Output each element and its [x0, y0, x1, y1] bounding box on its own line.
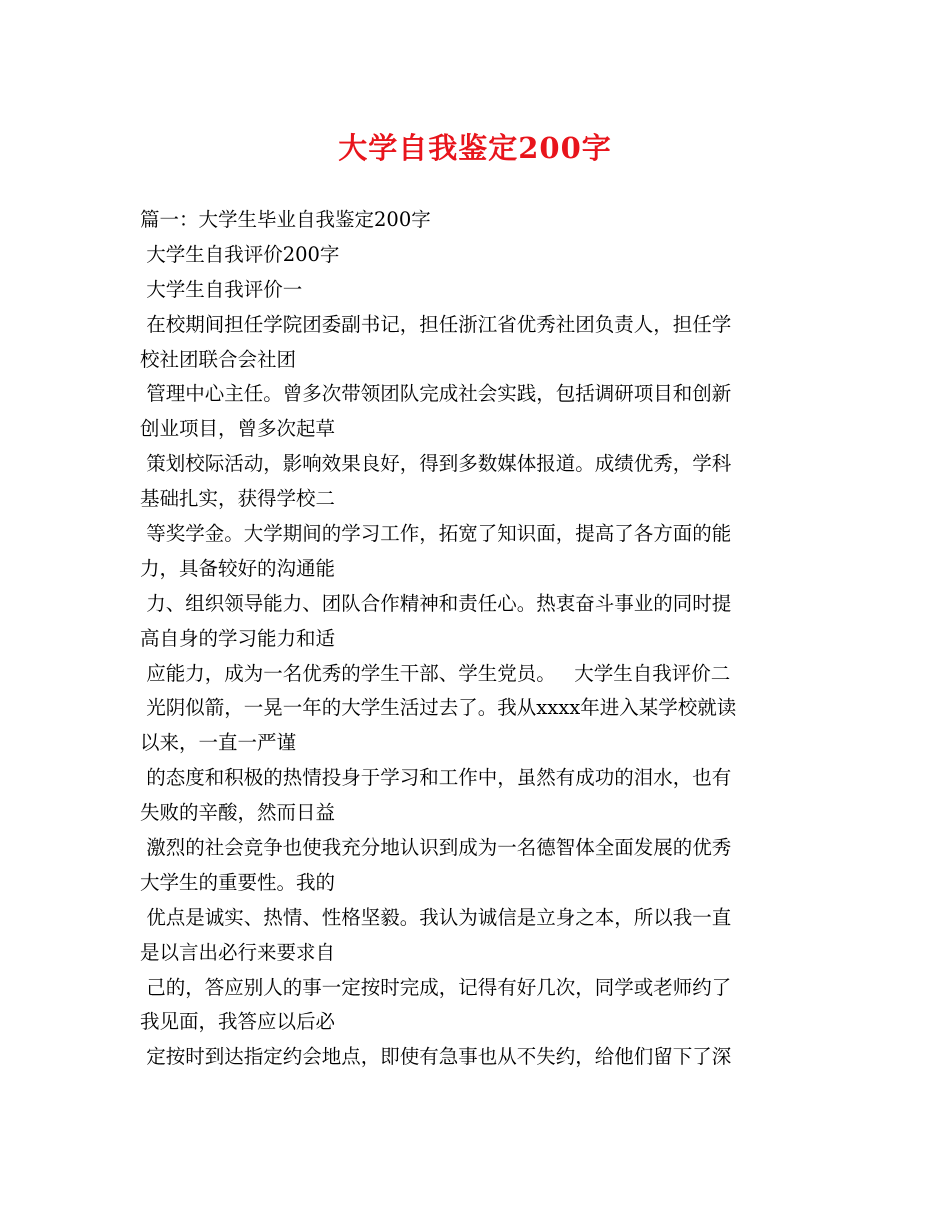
text-line: 力、组织领导能力、团队合作精神和责任心。热衷奋斗事业的同时提 [140, 591, 732, 615]
text-line: 等奖学金。大学期间的学习工作，拓宽了知识面，提高了各方面的能 [140, 522, 732, 546]
text-line: 应能力，成为一名优秀的学生干部、学生党员。 大学生自我评价二 [140, 661, 731, 685]
text-line: 我见面，我答应以后必 [140, 1010, 336, 1034]
document-title: 大学自我鉴定200字 [338, 131, 612, 165]
text-line: 以来，一直一严谨 [140, 731, 297, 755]
text-line: 基础扎实，获得学校二 [140, 487, 336, 511]
document-body [140, 203, 820, 1075]
text-line: 力，具备较好的沟通能 [140, 556, 336, 580]
text-line: 的态度和积极的热情投身于学习和工作中，虽然有成功的泪水，也有 [140, 766, 732, 790]
text-line: 光阴似箭，一晃一年的大学生活过去了。我从xxxx年进入某学校就读 [140, 696, 737, 720]
text-line: 高自身的学习能力和适 [140, 626, 336, 650]
text-line: 激烈的社会竞争也使我充分地认识到成为一名德智体全面发展的优秀 [140, 836, 732, 860]
text-line: 己的，答应别人的事一定按时完成，记得有好几次，同学或老师约了 [140, 975, 732, 999]
text-line: 大学生自我评价200字 [140, 242, 340, 266]
text-line: 篇一：大学生毕业自我鉴定200字 [140, 208, 431, 231]
text-line: 在校期间担任学院团委副书记，担任浙江省优秀社团负责人，担任学 [140, 312, 732, 336]
text-line: 失败的辛酸，然而日益 [140, 801, 336, 825]
text-line: 管理中心主任。曾多次带领团队完成社会实践，包括调研项目和创新 [140, 382, 732, 406]
text-line: 大学生自我评价一 [140, 277, 303, 301]
text-line: 定按时到达指定约会地点，即使有急事也从不失约，给他们留下了深 [140, 1045, 732, 1069]
text-line: 大学生的重要性。我的 [140, 870, 336, 894]
text-line: 策划校际活动，影响效果良好，得到多数媒体报道。成绩优秀，学科 [140, 452, 732, 476]
text-line: 校社团联合会社团 [140, 347, 297, 371]
text-line: 优点是诚实、热情、性格坚毅。我认为诚信是立身之本，所以我一直 [140, 905, 732, 929]
text-line: 创业项目，曾多次起草 [140, 417, 336, 441]
text-line: 是以言出必行来要求自 [140, 940, 336, 964]
